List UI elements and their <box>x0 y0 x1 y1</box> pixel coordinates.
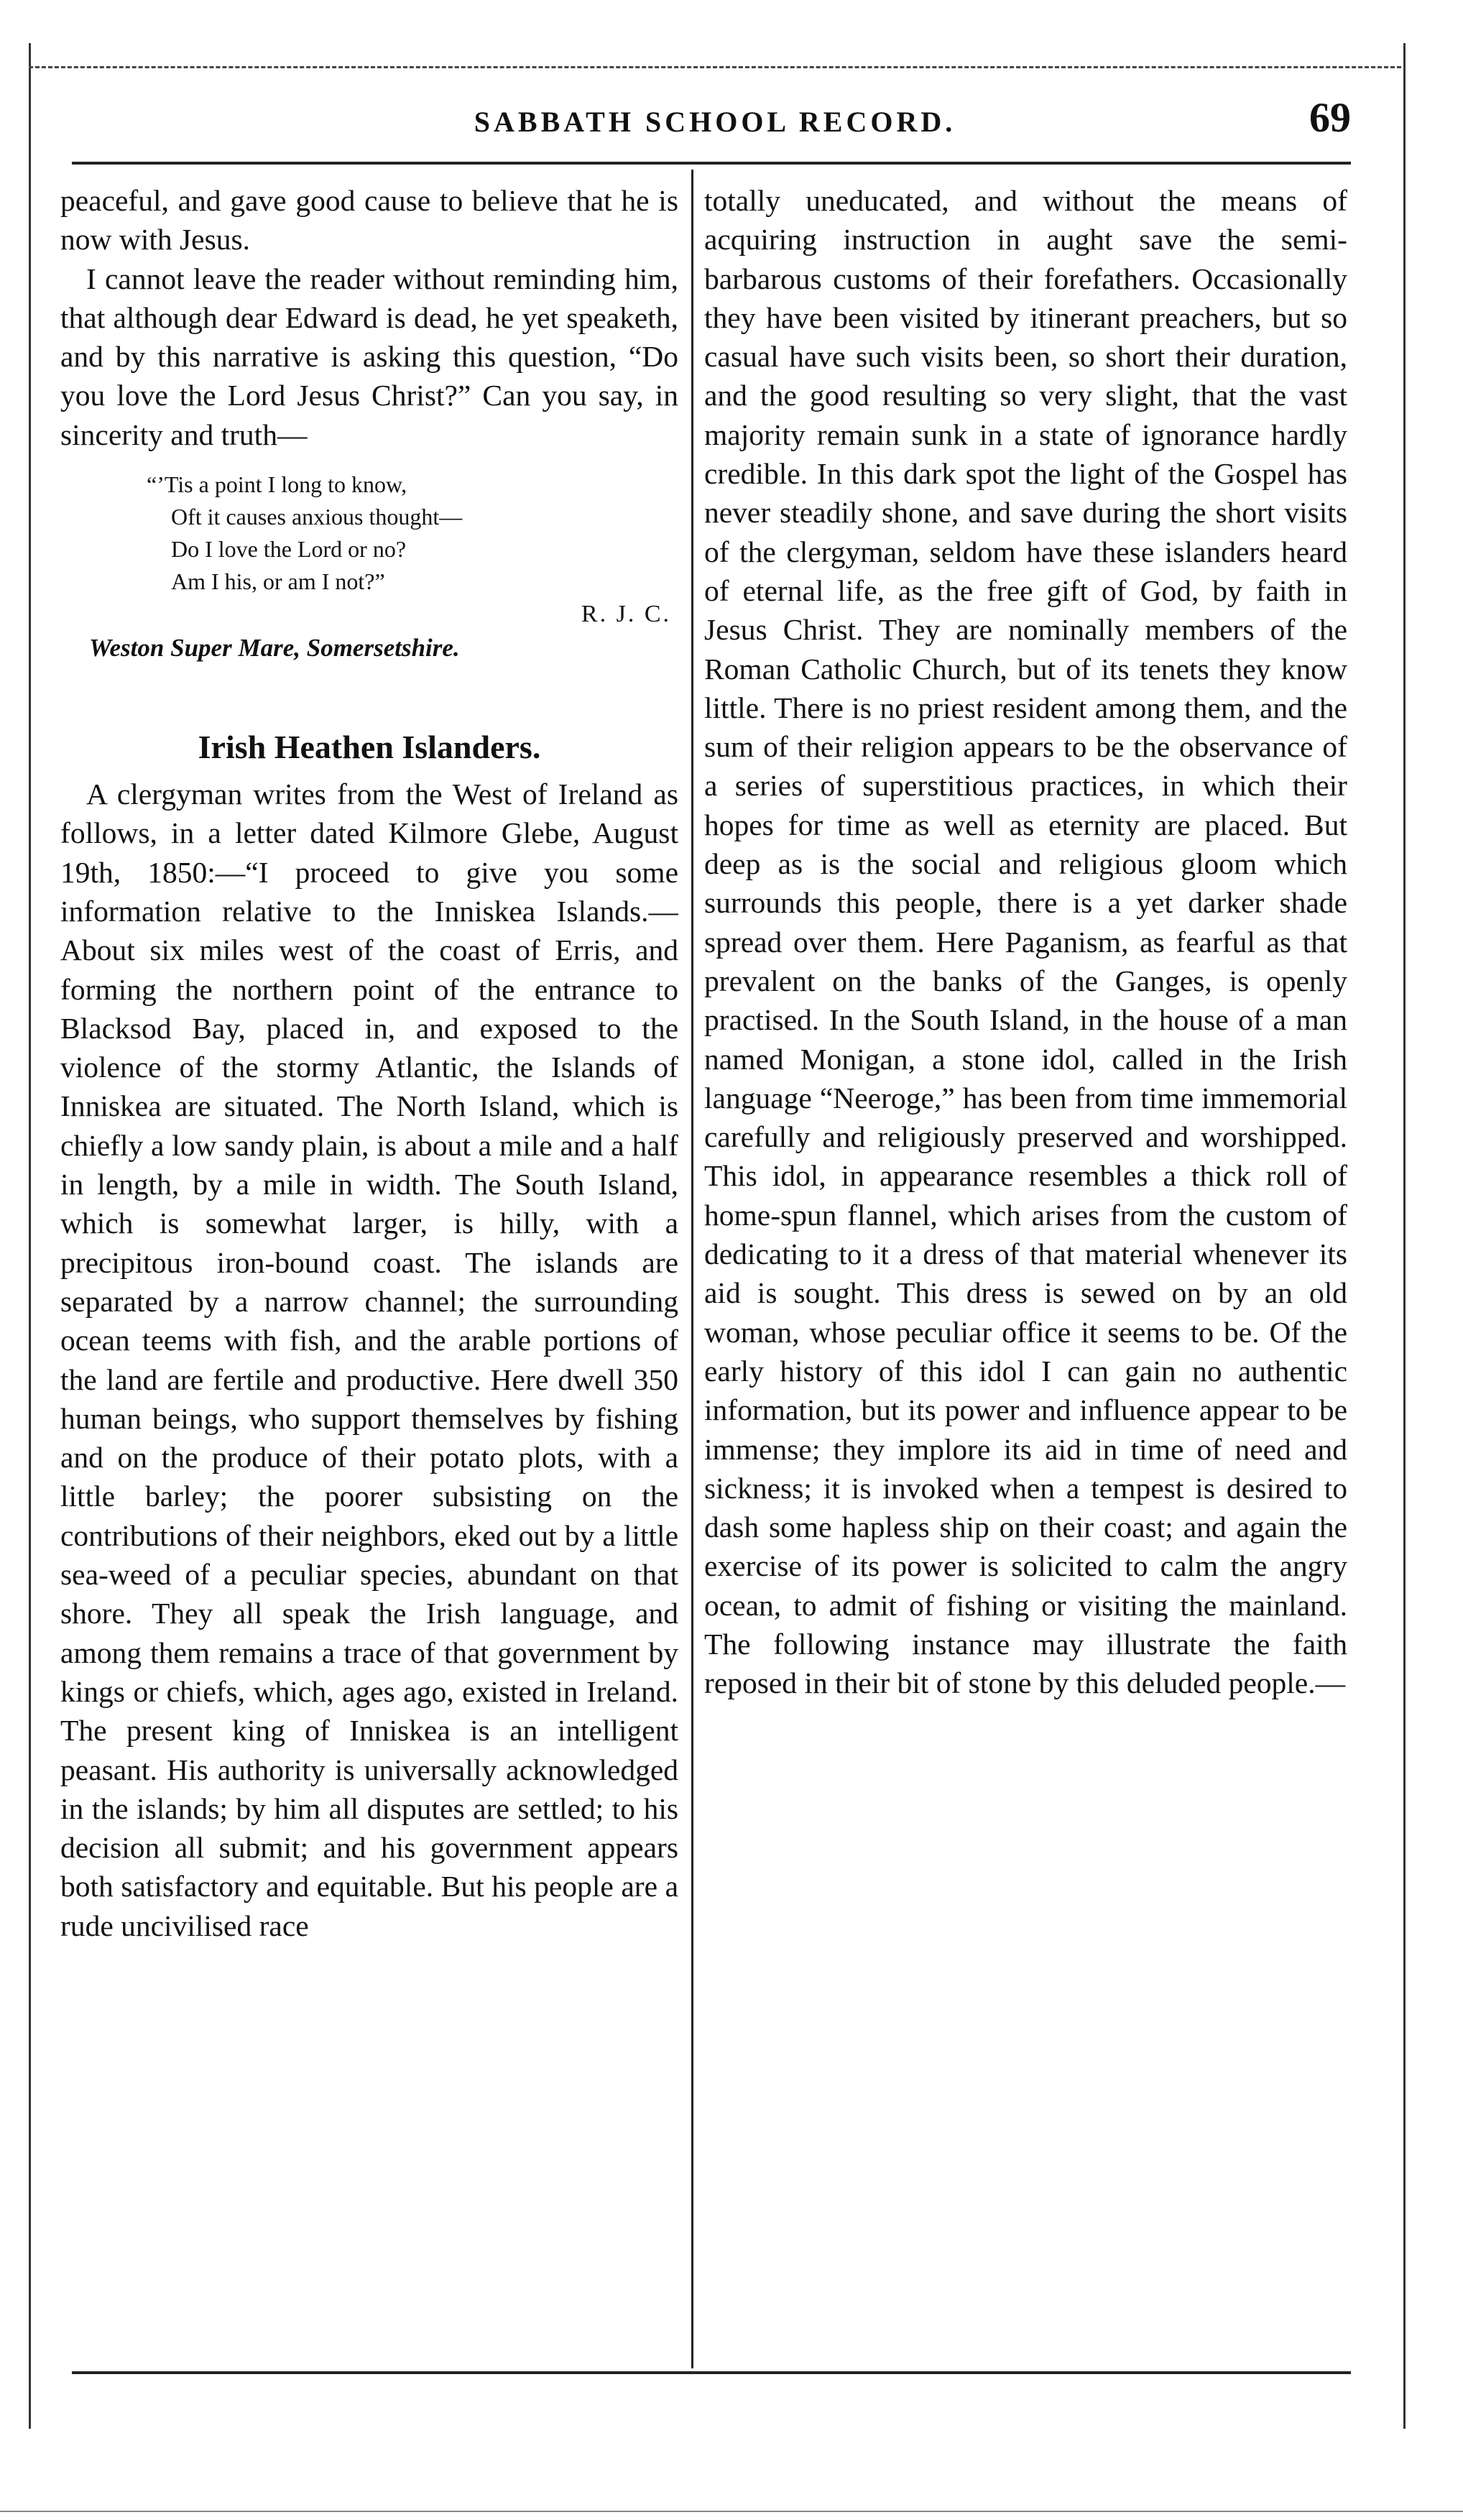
left-column <box>60 181 678 2351</box>
bottom-rule <box>72 2371 1351 2374</box>
poem-line: Oft it causes anxious thought— <box>171 504 463 530</box>
place-line: Weston Super Mare, Somersetshire. <box>89 634 460 663</box>
poem-verse <box>147 469 678 598</box>
page-header <box>29 93 1401 151</box>
poem-line: Am I his, or am I not?” <box>171 568 385 595</box>
header-rule <box>72 162 1351 165</box>
author-signature: R. J. C. <box>581 601 671 628</box>
section-title: Irish Heathen Islanders. <box>198 729 541 766</box>
column-divider <box>691 170 693 2368</box>
poem-line: Do I love the Lord or no? <box>171 536 407 563</box>
scan-edge-rule <box>0 2511 1463 2512</box>
paragraph: totally uneducated, and without the means of acquiring instruction in aught save the semi-barbarous customs of their forefathers. Occasionally they have been visited by itinerant preachers, but so casual have such visits been, so short their duration, and the good resulting so very slight, that the vast majority remain sunk in a state of ignorance hardly credible. In this dark spot the light of the Gospel has never steadily shone, and save during the short visits of the clergyman, seldom have these islanders heard of eternal life, as the free gift of God, by faith in Jesus Christ. They are nominally members of the Roman Catholic Church, but of its tenets they know little. There is no priest resident among them, and the sum of their religion appears to be the observance of a series of superstitious practices, in which their hopes for time as well as eternity are placed. But deep as is the social and religious gloom which surrounds this people, there is a yet darker shade spread over them. Here Paganism, as fearful as that prevalent on the banks of the Ganges, is openly practised. In the South Island, in the house of a man named Monigan, a stone idol, called in the Irish language “Neeroge,” has been from time immemorial carefully and religiously preserved and worshipped. This idol, in appearance resembles a thick roll of home-spun flannel, which arises from the custom of dedicating to it a dress of that material whenever its aid is sought. This dress is sewed on by an old woman, whose peculiar office it seems to be. Of the early history of this idol I can gain no authentic information, but its power and influence appear to be immense; they implore its aid in time of need and sickness; it is invoked when a tempest is desired to dash some hapless ship on their coast; and again the exercise of its power is solicited to calm the angry ocean, to admit of fishing or visiting the mainland. The following instance may illustrate the faith reposed in their bit of stone by this deluded people.— <box>704 184 1347 1700</box>
page-number: 69 <box>1309 94 1351 141</box>
paragraph: peaceful, and gave good cause to believe that he is now with Jesus. <box>60 184 678 257</box>
top-border-rule <box>29 66 1401 68</box>
poem-line: “’Tis a point I long to know, <box>147 471 407 498</box>
paragraph: I cannot leave the reader without reminding him, that although dear Edward is dead, he yet speaketh, and by this narrative is asking this question, “Do you love the Lord Jesus Christ?” Can you say, in sincerity and truth— <box>60 262 678 451</box>
right-column <box>704 181 1347 2351</box>
running-title: SABBATH SCHOOL RECORD. <box>474 106 956 138</box>
paragraph: A clergyman writes from the West of Ireland as follows, in a letter dated Kilmore Glebe, August 19th, 1850:—“I proceed to give you some information relative to the Inniskea Islands.—About six miles west of the coast of Erris, and forming the northern point of the entrance to Blacksod Bay, placed in, and exposed to the violence of the stormy Atlantic, the Islands of Inniskea are situated. The North Island, which is chiefly a low sandy plain, is about a mile and a half in length, by a mile in width. The South Island, which is somewhat larger, is hilly, with a precipitous iron-bound coast. The islands are separated by a narrow channel; the surrounding ocean teems with fish, and the arable portions of the land are fertile and productive. Here dwell 350 human beings, who support themselves by fishing and on the produce of their potato plots, with a little barley; the poorer subsisting on the contributions of their neighbors, eked out by a little sea-weed of a peculiar species, abundant on that shore. They all speak the Irish language, and among them remains a trace of that government by kings or chiefs, which, ages ago, existed in Ireland. The present king of Inniskea is an intelligent peasant. His authority is universally acknowledged in the islands; by him all disputes are settled; to his decision all submit; and his government appears both satisfactory and equitable. But his people are a rude uncivilised race <box>60 777 678 1942</box>
